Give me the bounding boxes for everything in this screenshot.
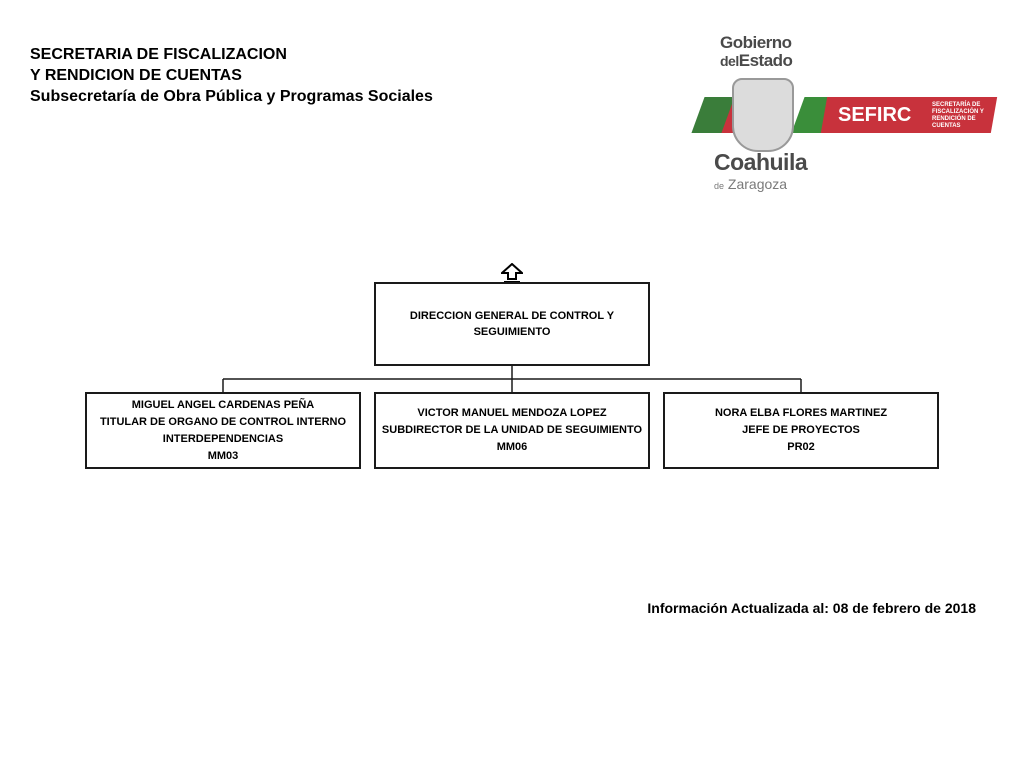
child-1-title-line1: TITULAR DE ORGANO DE CONTROL INTERNO [99,415,347,428]
header-title-line1: SECRETARIA DE FISCALIZACION [30,46,287,63]
logo-estado: Estado [738,51,793,70]
child-2-name: VICTOR MANUEL MENDOZA LOPEZ [417,407,607,419]
child-2-code: MM06 [496,441,528,453]
child-1-name: MIGUEL ANGEL CARDENAS PEÑA [131,398,315,411]
last-updated-text: Información Actualizada al: 08 de febrero de 2018 [647,600,976,616]
org-node-child-1 [85,392,361,469]
sefirc-label: SEFIRC [838,104,912,126]
org-node-root [374,282,650,366]
logo-zaragoza: Zaragoza [727,176,788,192]
up-arrow-icon[interactable] [501,263,523,283]
org-node-child-2 [374,392,650,469]
root-title-line1: DIRECCION GENERAL DE CONTROL Y [409,310,615,322]
child-3-title-line1: JEFE DE PROYECTOS [742,424,860,436]
sefirc-subtitle: SECRETARÍA DE FISCALIZACIÓN Y RENDICIÓN DE CUENTAS [932,102,984,129]
child-1-code: MM03 [207,449,239,462]
logo-gobierno: Gobierno [720,33,792,52]
child-1-title-line2: INTERDEPENDENCIAS [162,432,284,445]
logo-coahuila: Coahuila [714,149,808,175]
child-2-title-line1: SUBDIRECTOR DE LA UNIDAD DE SEGUIMIENTO [381,424,643,436]
header-subtitle: Subsecretaría de Obra Pública y Programas Sociales [30,88,433,105]
logo-de: de [714,181,725,191]
root-title-line2: SEGUIMIENTO [473,326,551,338]
header-title-line2: Y RENDICION DE CUENTAS [30,67,242,84]
child-3-name: NORA ELBA FLORES MARTINEZ [714,407,888,419]
child-3-code: PR02 [787,441,815,453]
org-node-child-3 [663,392,939,469]
logo-del: del [720,53,739,69]
